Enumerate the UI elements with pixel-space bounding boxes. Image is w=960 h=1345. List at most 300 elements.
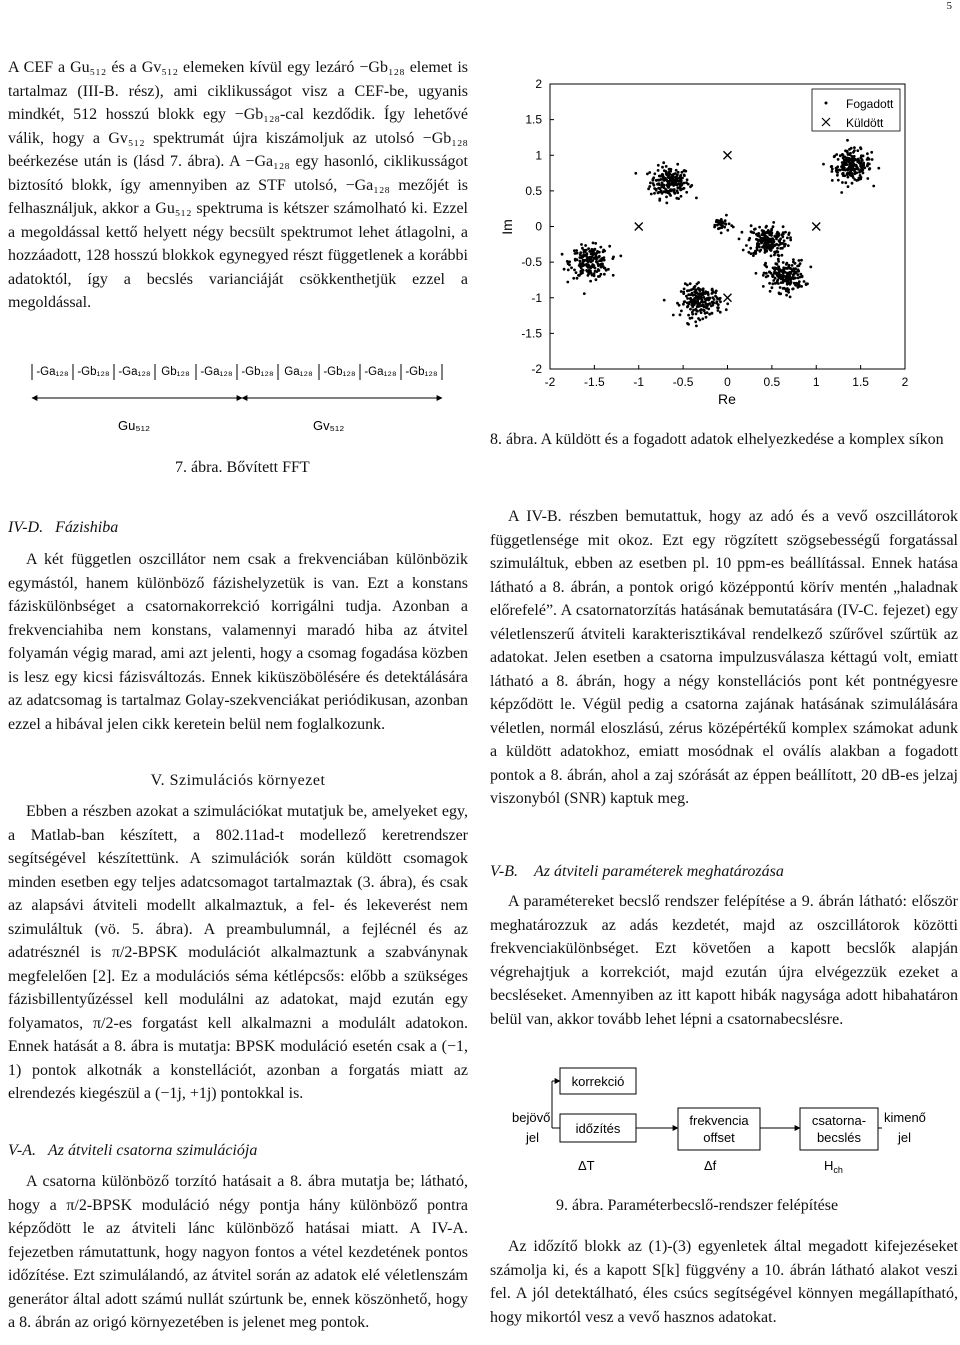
received-point <box>603 273 606 276</box>
received-point <box>674 172 677 175</box>
received-point <box>706 311 709 314</box>
received-point <box>770 255 773 258</box>
received-point <box>694 285 697 288</box>
channel-label: csatorna- <box>811 1113 867 1128</box>
received-point <box>665 165 668 168</box>
received-point <box>588 250 591 253</box>
paragraph-cef: A CEF a Gu₅₁₂ és a Gv₅₁₂ elemeken kívül egy lezáró −Gb₁₂₈ elemet is tartalmaz (III-B. rész), ami ciklikusságot visz a CEF-be, ugyanis mindkét, 512 hosszú blokk egy −Gb₁₂₈-cal kezdődik. Így lehetővé válik, hogy a Gv₅₁₂ spektrumát újra kiszámoljuk az utolsó −Gb₁₂₈ beérkezése után is (lásd 7. ábra). A −Ga₁₂₈ egy hasonló, ciklikusságot biztosító blokk, így amennyiben az STF utolsó, −Ga₁₂₈ mezőjét is felhasználjuk, akkor a Gu₅₁₂ spektruma is kétszer számolható ki. Ezzel a megoldással kettő helyett négy becsült spektrumot lehet átlagolni, a hozzáadott, 128 hosszú blokkok egynegyed részt függetlenek a korábbi adatoktól, így a becslés varianciáját csökkenthetjük ezzel a megoldással. <box>8 59 468 311</box>
received-point <box>705 316 708 319</box>
received-point <box>702 289 705 292</box>
delta-t-label: ΔT <box>578 1158 595 1173</box>
y-tick-label: 0.5 <box>525 183 542 198</box>
output-label-2: jel <box>898 1130 912 1145</box>
received-point <box>619 255 622 258</box>
received-point <box>853 149 856 152</box>
received-point <box>611 257 614 260</box>
received-point <box>803 280 806 283</box>
received-point <box>669 194 672 197</box>
received-point <box>844 181 847 184</box>
fig7-block-label: -Ga₁₂₈ <box>118 366 151 378</box>
timing-label: időzítés <box>575 1121 621 1136</box>
received-point <box>785 263 788 266</box>
x-tick-label: -1 <box>633 375 645 389</box>
received-point <box>687 293 690 296</box>
received-point <box>693 298 696 301</box>
received-point <box>777 258 780 261</box>
received-point <box>762 274 765 277</box>
received-point <box>710 305 713 308</box>
received-point <box>755 272 758 275</box>
legend-sent: Küldött <box>846 116 884 130</box>
received-point <box>758 239 761 242</box>
received-point <box>770 272 773 275</box>
received-point <box>681 171 684 174</box>
legend <box>812 89 900 131</box>
correction-label: korrekció <box>571 1074 625 1089</box>
received-point <box>673 191 676 194</box>
received-point <box>836 174 839 177</box>
received-point <box>859 178 862 181</box>
received-point <box>861 158 864 161</box>
received-point <box>777 254 780 257</box>
received-point <box>724 223 727 226</box>
received-point <box>846 157 849 160</box>
received-point <box>695 197 698 200</box>
sent-point <box>724 151 732 159</box>
received-point <box>868 167 871 170</box>
received-point <box>844 159 847 162</box>
received-point <box>578 260 581 263</box>
received-point <box>583 250 586 253</box>
y-tick-label: 2 <box>535 77 542 91</box>
received-point <box>583 254 586 257</box>
received-point <box>711 289 714 292</box>
received-point <box>612 274 615 277</box>
received-point <box>661 173 664 176</box>
received-point <box>695 313 698 316</box>
received-point <box>758 226 761 229</box>
x-tick-label: 1.5 <box>852 375 869 389</box>
received-point <box>762 285 765 288</box>
received-point <box>563 268 566 271</box>
received-point <box>799 262 802 265</box>
received-point <box>752 231 755 234</box>
received-point <box>589 259 592 262</box>
received-point <box>800 259 803 262</box>
received-point <box>781 236 784 239</box>
received-point <box>835 167 838 170</box>
received-point <box>691 313 694 316</box>
received-point <box>708 313 711 316</box>
received-point <box>765 225 768 228</box>
received-point <box>686 297 689 300</box>
received-point <box>590 272 593 275</box>
received-point <box>687 305 690 308</box>
received-point <box>862 155 865 158</box>
received-point <box>785 294 788 297</box>
received-point <box>852 158 855 161</box>
received-point <box>720 232 723 235</box>
fig7-block-label: -Gb₁₂₈ <box>241 366 274 378</box>
received-point <box>861 163 864 166</box>
received-point <box>590 257 593 260</box>
received-point <box>761 233 764 236</box>
received-point <box>725 214 728 217</box>
received-point <box>784 231 787 234</box>
received-point <box>701 303 704 306</box>
received-point <box>661 166 664 169</box>
received-point <box>576 277 579 280</box>
received-point <box>673 188 676 191</box>
received-point <box>661 184 664 187</box>
received-point <box>830 165 833 168</box>
received-point <box>711 302 714 305</box>
received-point <box>714 295 717 298</box>
received-point <box>850 155 853 158</box>
received-point <box>585 263 588 266</box>
received-point <box>792 258 795 261</box>
received-point <box>773 251 776 254</box>
received-point <box>690 184 693 187</box>
received-point <box>596 250 599 253</box>
received-point <box>742 249 745 252</box>
received-point <box>669 188 672 191</box>
received-point <box>695 325 698 328</box>
received-point <box>579 253 582 256</box>
received-point <box>847 185 850 188</box>
received-point <box>682 303 685 306</box>
figure-9-block-diagram <box>508 1064 948 1179</box>
received-point <box>679 184 682 187</box>
received-point <box>652 178 655 181</box>
received-point <box>747 251 750 254</box>
received-point <box>853 146 856 149</box>
subsection-title: Az átviteli paraméterek meghatározása <box>534 863 784 880</box>
subsection-number: V-A. <box>8 1142 36 1159</box>
received-point <box>831 179 834 182</box>
subsection-number: IV-D. <box>8 519 44 536</box>
y-tick-label: -1.5 <box>521 326 542 341</box>
received-point <box>755 238 758 241</box>
received-point <box>698 305 701 308</box>
received-point <box>705 307 708 310</box>
received-point <box>849 164 852 167</box>
received-point <box>713 224 716 227</box>
received-point <box>657 169 660 172</box>
received-point <box>687 323 690 326</box>
received-point <box>769 290 772 293</box>
received-point <box>788 271 791 274</box>
received-point <box>580 256 583 259</box>
received-point <box>758 243 761 246</box>
received-point <box>599 246 602 249</box>
received-point <box>694 289 697 292</box>
received-point <box>870 151 873 154</box>
received-point <box>673 181 676 184</box>
output-label: kimenő <box>884 1110 926 1125</box>
received-point <box>779 243 782 246</box>
received-point <box>593 257 596 260</box>
received-point <box>686 178 689 181</box>
received-point <box>788 232 791 235</box>
received-point <box>849 152 852 155</box>
received-point <box>783 245 786 248</box>
received-point <box>597 275 600 278</box>
received-point <box>680 179 683 182</box>
figure-8-caption: 8. ábra. A küldött és a fogadott adatok elhelyezkedése a komplex síkon <box>490 431 944 448</box>
freq-label: frekvencia <box>689 1113 749 1128</box>
received-point <box>752 254 755 257</box>
received-point <box>765 272 768 275</box>
received-point <box>783 239 786 242</box>
received-point <box>750 224 753 227</box>
received-point <box>763 243 766 246</box>
received-point <box>582 260 585 263</box>
received-point <box>837 179 840 182</box>
received-point <box>697 281 700 284</box>
received-point <box>766 236 769 239</box>
x-tick-label: -0.5 <box>672 375 694 389</box>
x-axis-label: Re <box>718 391 736 407</box>
received-point <box>594 270 597 273</box>
received-point <box>792 275 795 278</box>
received-point <box>593 274 596 277</box>
received-point <box>595 278 598 281</box>
received-point <box>720 226 723 229</box>
received-point <box>776 263 779 266</box>
subsection-vb <box>490 863 784 881</box>
received-point <box>775 238 778 241</box>
received-point <box>793 273 796 276</box>
received-point <box>694 293 697 296</box>
received-point <box>658 199 661 202</box>
received-point <box>833 155 836 158</box>
received-point <box>837 158 840 161</box>
received-point <box>866 152 869 155</box>
received-point <box>767 275 770 278</box>
sent-point <box>812 223 820 231</box>
received-point <box>798 259 801 262</box>
received-point <box>780 274 783 277</box>
received-point <box>787 244 790 247</box>
received-point <box>666 191 669 194</box>
received-point <box>707 292 710 295</box>
subsection-number: V-B. <box>490 863 518 880</box>
received-point <box>663 169 666 172</box>
received-point <box>831 170 834 173</box>
fig7-block-label: Ga₁₂₈ <box>284 366 313 378</box>
received-point <box>846 173 849 176</box>
received-point <box>798 280 801 283</box>
received-point <box>775 243 778 246</box>
received-point <box>695 309 698 312</box>
received-point <box>649 182 652 185</box>
received-point <box>699 319 702 322</box>
received-point <box>841 153 844 156</box>
received-point <box>665 196 668 199</box>
received-point <box>795 270 798 273</box>
received-point <box>778 240 781 243</box>
received-point <box>679 313 682 316</box>
figure-8-scatter-chart <box>490 72 930 412</box>
received-point <box>788 264 791 267</box>
x-tick-label: 2 <box>901 375 909 389</box>
received-point <box>768 240 771 243</box>
received-point <box>572 277 575 280</box>
received-point <box>861 170 864 173</box>
received-point <box>805 283 808 286</box>
received-point <box>749 247 752 250</box>
received-point <box>694 320 697 323</box>
received-point <box>661 181 664 184</box>
received-point <box>856 149 859 152</box>
received-point <box>847 169 850 172</box>
received-point <box>680 195 683 198</box>
received-point <box>567 269 570 272</box>
received-point <box>676 180 679 183</box>
received-point <box>745 244 748 247</box>
received-point <box>602 250 605 253</box>
received-point <box>776 231 779 234</box>
received-point <box>683 288 686 291</box>
sent-point <box>635 223 643 231</box>
y-tick-label: 0 <box>535 219 542 234</box>
received-point <box>719 297 722 300</box>
received-point <box>851 168 854 171</box>
received-point <box>577 274 580 277</box>
received-point <box>689 282 692 285</box>
received-point <box>587 274 590 277</box>
figure-7-diagram <box>30 360 450 440</box>
received-point <box>658 183 661 186</box>
received-point <box>663 299 666 302</box>
fig7-block-label: -Gb₁₂₈ <box>323 366 356 378</box>
received-point <box>857 167 860 170</box>
fig7-block-label: -Ga₁₂₈ <box>36 366 69 378</box>
legend-received: Fogadott <box>846 97 894 111</box>
received-point <box>786 237 789 240</box>
received-point <box>650 193 653 196</box>
received-point <box>568 260 571 263</box>
received-point <box>778 292 781 295</box>
received-point <box>578 264 581 267</box>
received-point <box>768 247 771 250</box>
received-point <box>659 175 662 178</box>
received-point <box>676 302 679 305</box>
received-point <box>835 169 838 172</box>
x-tick-label: -1.5 <box>584 375 605 389</box>
received-point <box>653 192 656 195</box>
estimation-label: becslés <box>816 1130 862 1145</box>
received-point <box>850 171 853 174</box>
received-point <box>592 242 595 245</box>
received-point <box>595 254 598 257</box>
received-point <box>690 299 693 302</box>
subsection-va <box>8 1142 257 1160</box>
received-point <box>772 267 775 270</box>
received-point <box>726 229 729 232</box>
received-point <box>758 250 761 253</box>
received-point <box>652 182 655 185</box>
received-point <box>570 266 573 269</box>
received-point <box>716 306 719 309</box>
x-tick-label: 0 <box>724 375 731 389</box>
received-point <box>791 264 794 267</box>
gv512-label: Gv₅₁₂ <box>313 418 345 433</box>
received-point <box>848 148 851 151</box>
received-point <box>662 161 665 164</box>
received-point <box>696 300 699 303</box>
received-point <box>794 262 797 265</box>
received-point <box>690 288 693 291</box>
received-point <box>851 182 854 185</box>
received-point <box>689 317 692 320</box>
received-point <box>782 287 785 290</box>
received-point <box>765 232 768 235</box>
received-point <box>713 298 716 301</box>
fig7-block-label: -Gb₁₂₈ <box>405 366 438 378</box>
received-point <box>770 228 773 231</box>
received-point <box>676 163 679 166</box>
received-point <box>768 282 771 285</box>
received-point <box>787 291 790 294</box>
received-point <box>866 177 869 180</box>
received-point <box>587 266 590 269</box>
received-point <box>585 269 588 272</box>
paragraph-simulation: Ebben a részben azokat a szimulációkat mutatjuk be, amelyeket egy, a Matlab-ban készített, a 802.11ad-t modellező keretrendszer segítségével készítettünk. A szimulációk során küldött csomagok minden esetben egy teljes adatcsomagot tartalmaztak (3. ábra), és csak az alapsávi átviteli modellt alkalmaztuk, a fel- és lekeverést nem szimuláltuk (vö. 5. ábra). A preambulumnál, a fejlécnél és az adatrésznél is π/2-BPSK modulációt alkalmaztunk a szabványnak megfelelően [2]. Ez a modulációs séma kétlépcsős: előbb a szükséges fázisbillentyűzéssel kell modulálni az adatokat, majd ezután egy folyamatos, π/2-es forgatást kell alkalmazni a modulált adatokon. Ennek hatását a 8. ábra is mutatja: BPSK moduláció esetén csak a (−1, 1) pontok alkotnák a konstellációt, azonban a forgatás miatt az elrendezés kiegészül a (−1j, +1j) pontokkal is. <box>8 803 468 1102</box>
received-point <box>779 247 782 250</box>
page-number: 5 <box>946 0 952 12</box>
received-point <box>677 197 680 200</box>
received-point <box>715 220 718 223</box>
fig7-block-label: -Ga₁₂₈ <box>200 366 233 378</box>
paragraph-channel: A csatorna különböző torzító hatásait a 8. ábra mutatja be; látható, hogy a π/2-BPSK moduláció négy pontja hány különböző pontra képződött le az átviteli lánc különböző hatásai miatt. A IV-A. fejezetben rámutattunk, hogy nagyon fontos a vétel kezdetének pontos időzítése. Ezt szimulálandó, az átvitel során az adatok elé véletlenszám generátor által adott számú nullát szúrtunk be, ennek köszönhető, hogy a 8. ábrán az origó környezetében is jelenet meg pontok. <box>8 1173 468 1331</box>
received-point <box>590 248 593 251</box>
received-point <box>780 270 783 273</box>
received-point <box>575 271 578 274</box>
received-point <box>675 177 678 180</box>
received-point <box>676 189 679 192</box>
received-point <box>655 189 658 192</box>
received-point <box>634 172 637 175</box>
received-point <box>653 172 656 175</box>
received-point <box>669 183 672 186</box>
received-point <box>595 258 598 261</box>
received-point <box>782 279 785 282</box>
received-point <box>776 247 779 250</box>
received-point <box>800 285 803 288</box>
paragraph-timing: Az időzítő blokk az (1)-(3) egyenletek által megadott kifejezéseket számolja ki, és a kapott S[k] függvény a 10. ábrán látható alakot veszi fel. A jól detektálható, éles csúcs segítségével könnyen megállapítható, hogy mikortól vesz a vevő hasznos adatokat. <box>490 1238 958 1326</box>
received-point <box>846 163 849 166</box>
received-point <box>782 225 785 228</box>
received-point <box>859 162 862 165</box>
received-point <box>566 281 569 284</box>
received-point <box>568 264 571 267</box>
received-point <box>718 223 721 226</box>
received-point <box>855 179 858 182</box>
received-point <box>672 314 675 317</box>
received-point <box>681 188 684 191</box>
received-point <box>773 240 776 243</box>
received-point <box>799 273 802 276</box>
received-point <box>561 253 564 256</box>
received-point <box>600 273 603 276</box>
received-point <box>839 169 842 172</box>
received-point <box>698 295 701 298</box>
received-point <box>647 188 650 191</box>
received-point <box>579 270 582 273</box>
received-point <box>683 300 686 303</box>
